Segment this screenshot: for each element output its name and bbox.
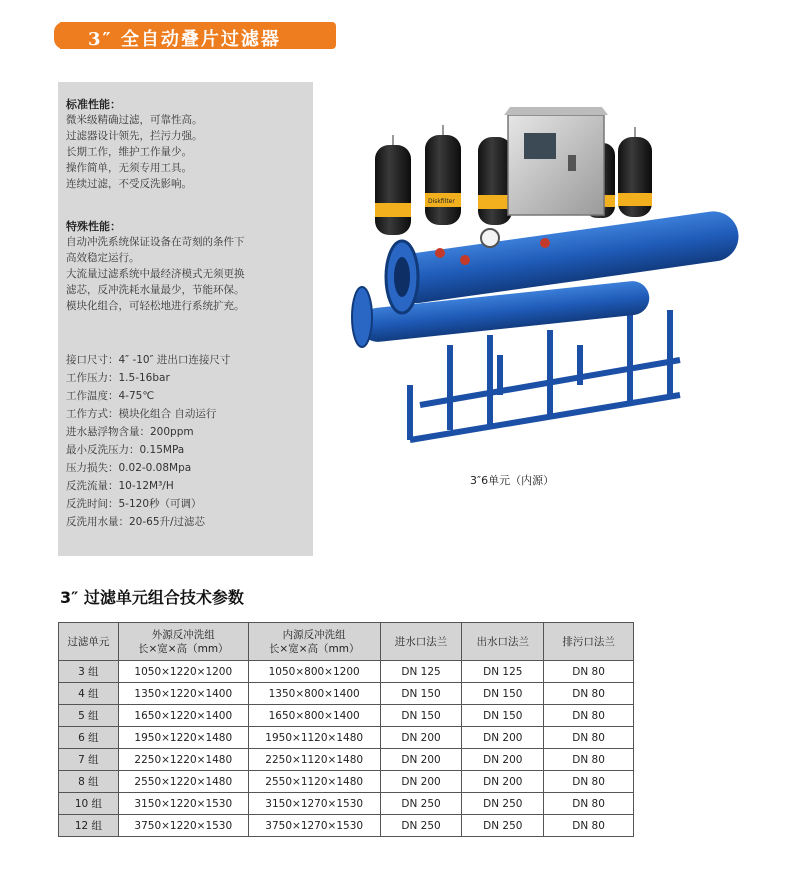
table-cell: 6 组	[59, 727, 119, 749]
filter-system-photo	[340, 95, 750, 465]
table-cell: 2250×1120×1480	[248, 749, 380, 771]
pressure-gauge	[481, 229, 499, 247]
table-cell: DN 80	[544, 683, 634, 705]
table-cell: 2550×1220×1480	[118, 771, 248, 793]
table-cell: 1650×800×1400	[248, 705, 380, 727]
special-line: 模块化组合，可轻松地进行系统扩充。	[66, 300, 245, 312]
table-row	[59, 727, 634, 749]
table-cell: 4 组	[59, 683, 119, 705]
table-cell: DN 80	[544, 793, 634, 815]
table-row	[59, 815, 634, 837]
special-line: 自动冲洗系统保证设备在苛刻的条件下	[66, 236, 245, 248]
table-cell: DN 200	[462, 749, 544, 771]
table-cell: DN 200	[462, 727, 544, 749]
spec-line: 工作方式：模块化组合 自动运行	[66, 408, 217, 420]
table-cell: 2250×1220×1480	[118, 749, 248, 771]
table-cell: 3150×1270×1530	[248, 793, 380, 815]
table-cell: DN 200	[380, 727, 462, 749]
spec-line: 工作压力：1.5-16bar	[66, 372, 170, 384]
standard-line: 微米级精确过滤，可靠性高。	[66, 114, 203, 126]
table-cell: 5 组	[59, 705, 119, 727]
header-cell: 外源反冲洗组 长×宽×高（mm）	[118, 623, 248, 661]
spec-line: 最小反洗压力：0.15MPa	[66, 444, 185, 456]
table-cell: 3750×1220×1530	[118, 815, 248, 837]
table-row	[59, 683, 634, 705]
spec-line: 反洗时间：5-120秒（可调）	[66, 498, 202, 510]
diskfilter-label: Diskfilter	[428, 198, 455, 205]
table-header-row	[59, 623, 634, 661]
table-title: 3″ 过滤单元组合技术参数	[60, 588, 244, 607]
table-cell: 1350×1220×1400	[118, 683, 248, 705]
table-cell: 12 组	[59, 815, 119, 837]
table-cell: 2550×1120×1480	[248, 771, 380, 793]
table-cell: DN 80	[544, 749, 634, 771]
table-cell: DN 200	[380, 771, 462, 793]
table-cell: 3750×1270×1530	[248, 815, 380, 837]
standard-line: 连续过滤，不受反洗影响。	[66, 178, 192, 190]
table-cell: 10 组	[59, 793, 119, 815]
table-cell: 3 组	[59, 661, 119, 683]
table-row	[59, 793, 634, 815]
table-row	[59, 771, 634, 793]
table-cell: 1050×1220×1200	[118, 661, 248, 683]
standard-line: 过滤器设计领先，拦污力强。	[66, 130, 203, 142]
table-cell: DN 80	[544, 727, 634, 749]
table-cell: 1350×800×1400	[248, 683, 380, 705]
standard-line: 操作简单，无须专用工具。	[66, 162, 192, 174]
header-cell: 内源反冲洗组 长×宽×高（mm）	[248, 623, 380, 661]
header-cell: 出水口法兰	[462, 623, 544, 661]
table-cell: DN 80	[544, 771, 634, 793]
header-cell: 进水口法兰	[380, 623, 462, 661]
spec-line: 压力损失：0.02-0.08Mpa	[66, 462, 192, 474]
standard-line: 长期工作，维护工作量少。	[66, 146, 192, 158]
header-cell: 排污口法兰	[544, 623, 634, 661]
table-cell: DN 150	[380, 705, 462, 727]
control-box	[504, 107, 608, 215]
spec-line: 工作温度：4-75℃	[66, 390, 155, 402]
table-cell: DN 250	[462, 793, 544, 815]
spec-line: 反洗流量：10-12M³/H	[66, 480, 174, 492]
page-title: 3″ 全自动叠片过滤器	[88, 29, 281, 50]
table-cell: DN 150	[462, 705, 544, 727]
special-line: 高效稳定运行。	[66, 252, 140, 264]
spec-line: 接口尺寸：4″ -10″ 进出口连接尺寸	[66, 354, 231, 366]
table-cell: 1650×1220×1400	[118, 705, 248, 727]
table-cell: DN 150	[462, 683, 544, 705]
table-cell: DN 80	[544, 705, 634, 727]
title-banner	[60, 22, 336, 49]
special-line: 滤芯，反冲洗耗水量最少，节能环保。	[66, 284, 245, 296]
table-cell: DN 80	[544, 661, 634, 683]
table-cell: DN 200	[462, 771, 544, 793]
table-cell: 3150×1220×1530	[118, 793, 248, 815]
table-cell: DN 150	[380, 683, 462, 705]
spec-line: 反洗用水量：20-65升/过滤芯	[66, 516, 206, 528]
table-cell: DN 250	[380, 793, 462, 815]
table-cell: DN 80	[544, 815, 634, 837]
spec-panel	[58, 82, 313, 556]
table-cell: 1950×1120×1480	[248, 727, 380, 749]
special-line: 大流量过滤系统中最经济模式无须更换	[66, 268, 245, 280]
parameters-table	[58, 622, 634, 837]
photo-caption: 3″6单元（内源）	[470, 474, 555, 487]
table-cell: DN 250	[380, 815, 462, 837]
table-cell: DN 125	[462, 661, 544, 683]
spec-line: 进水悬浮物含量：200ppm	[66, 426, 194, 438]
table-cell: DN 125	[380, 661, 462, 683]
table-cell: 7 组	[59, 749, 119, 771]
header-cell: 过滤单元	[59, 623, 119, 661]
standard-heading: 标准性能：	[66, 98, 121, 111]
table-cell: 1050×800×1200	[248, 661, 380, 683]
table-row	[59, 661, 634, 683]
table-cell: 8 组	[59, 771, 119, 793]
table-cell: DN 200	[380, 749, 462, 771]
table-row	[59, 705, 634, 727]
special-heading: 特殊性能：	[66, 220, 121, 233]
table-cell: 1950×1220×1480	[118, 727, 248, 749]
table-row	[59, 749, 634, 771]
table-cell: DN 250	[462, 815, 544, 837]
